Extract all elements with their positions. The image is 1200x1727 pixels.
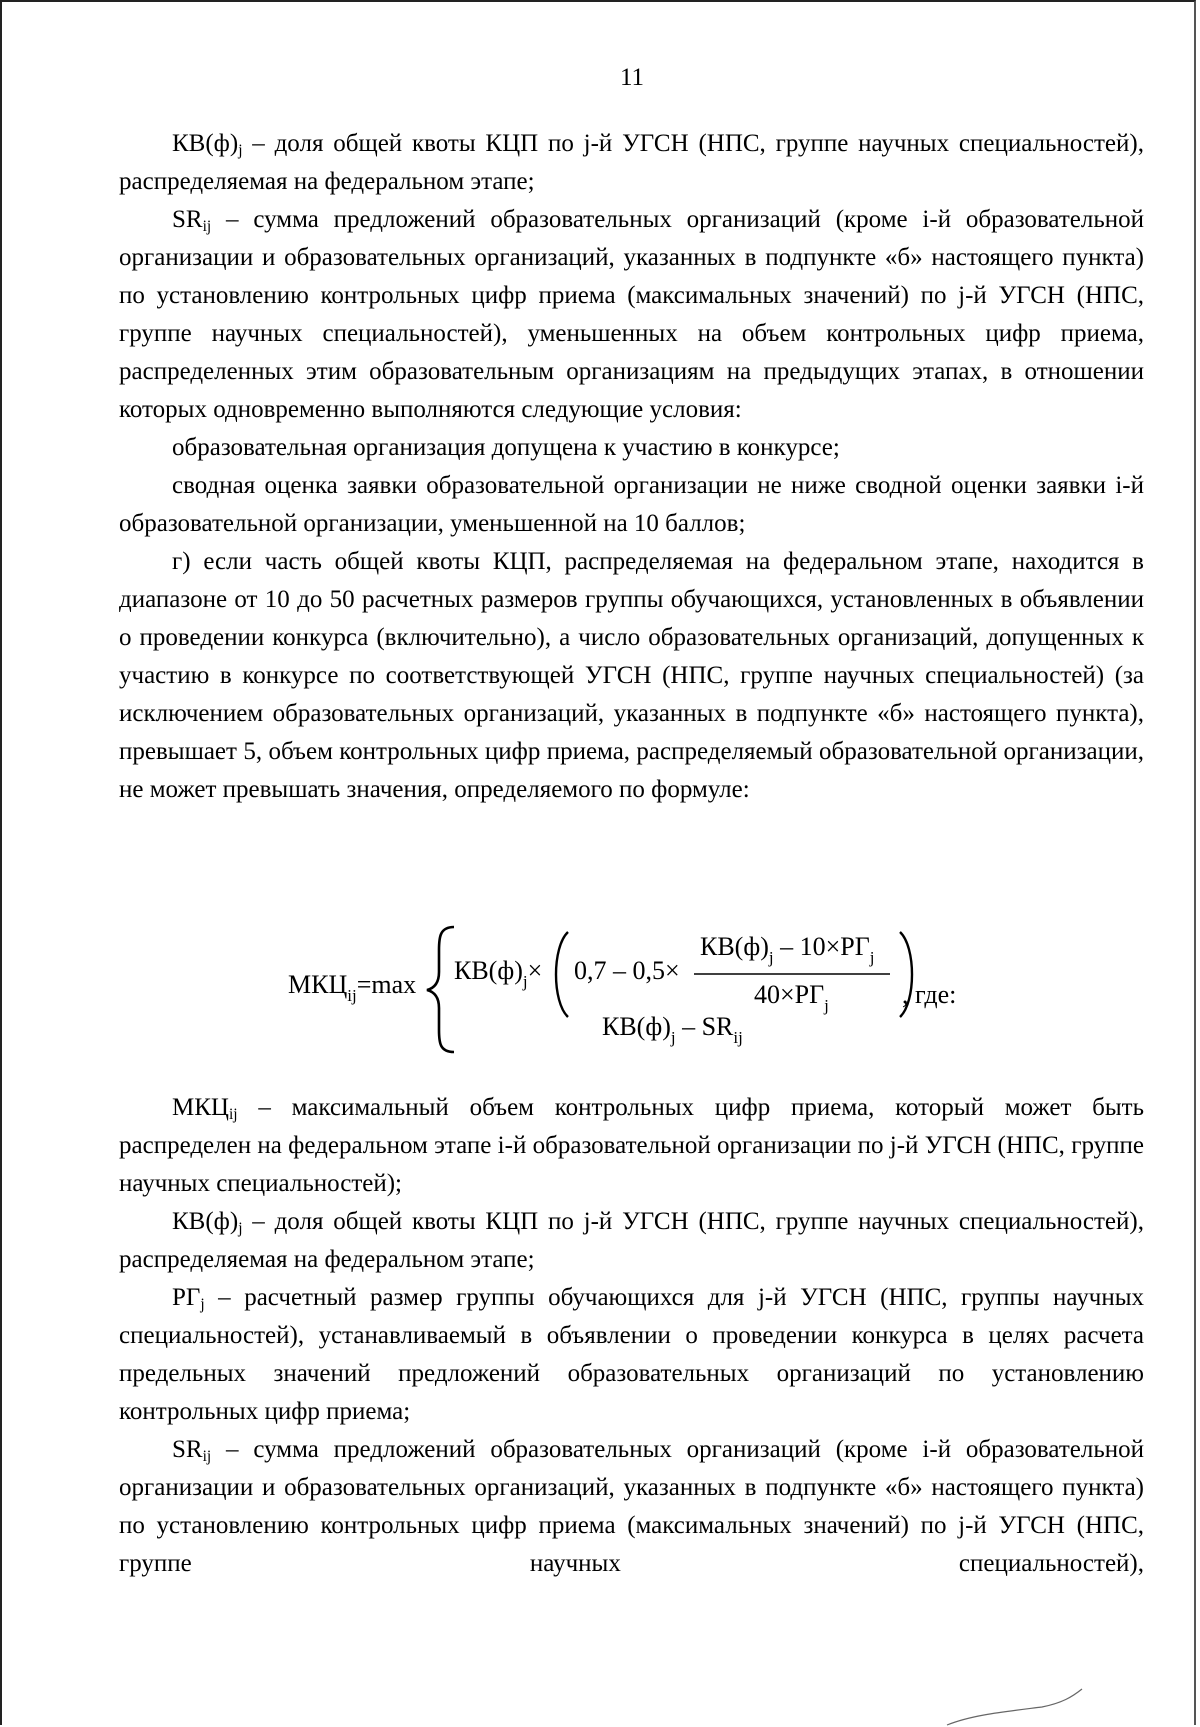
scan-artifact-mark [942,1687,1142,1727]
formula-max-label: =max [356,970,417,999]
paragraph-text: – сумма предложений образовательных организаций (кроме i-й образовательной организации и образовательных организаций, указанных в подпункте «б» настоящего пункта) по установлению контрольных цифр приема (максимальных значений) по j-й УГСН (НПС, группе научных специальностей), уменьшенных на объем контрольных цифр приема, распределенных этим образовательным организациям на предыдущих этапах, в отношении которых одновременно выполняются следующие условия: [119,206,1144,423]
paragraph-text: РГ [172,1284,201,1311]
text-block-top [119,125,1144,809]
paragraph-text: г) если часть общей квоты КЦП, распределяемая на федеральном этапе, находится в диапазоне от 10 до 50 расчетных размеров группы обучающихся, установленных в объявлении о проведении конкурса (включительно), а число образовательных организаций, допущенных к участию в конкурсе по соответствующей УГСН (НПС, группе научных специальностей) (за исключением образовательных организаций, указанных в подпункте «б» настоящего пункта), превышает 5, объем контрольных цифр приема, распределяемый образовательной организации, не может превышать значения, определяемого по формуле: [119,548,1144,803]
paragraph-text: КВ(ф) [172,1208,239,1235]
paragraph-sr-def-2 [119,1431,1144,1583]
subscript: ij [202,1448,212,1465]
formula-left-paren [556,932,568,1017]
formula-brackets [2,902,1200,1072]
formula-row2-sub-ij: ij [733,1028,743,1047]
paragraph-text: – доля общей квоты КЦП по j-й УГСН (НПС, группе научных специальностей), распределяемая на федеральном этапе; [119,130,1144,195]
paragraph-rg-def [119,1279,1144,1431]
subscript: j [238,1220,243,1237]
formula-den-sub: j [824,996,829,1015]
formula-den-text: 40×РГ [754,980,825,1009]
paragraph-kv-def-2 [119,1203,1144,1279]
paragraph-text: образовательная организация допущена к участию в конкурсе; [172,434,840,461]
paragraph-sr-def-1 [119,201,1144,429]
formula-row2-kv: КВ(ф) [602,1012,671,1041]
formula-num-kv: КВ(ф) [700,932,769,961]
formula-row2 [602,1012,743,1047]
formula-row2-sub-j: j [670,1028,676,1047]
formula-mkc [2,902,1200,1072]
paragraph-text: сводная оценка заявки образовательной организации не ниже сводной оценки заявки i-й образовательной организации, уменьшенной на 10 баллов; [119,472,1144,537]
paragraph-text: МКЦ [172,1094,229,1121]
formula-lhs-sub: ij [347,986,357,1005]
subscript: ij [228,1106,238,1123]
paragraph-text: КВ(ф) [172,130,239,157]
paragraph-condition-2 [119,467,1144,543]
paragraph-text: – максимальный объем контрольных цифр приема, который может быть распределен на федеральном этапе i-й образовательной организации по j-й УГСН (НПС, группе научных специальностей); [119,1094,1144,1197]
paragraph-text: – доля общей квоты КЦП по j-й УГСН (НПС, группе научных специальностей), распределяемая на федеральном этапе; [119,1208,1144,1273]
subscript: j [200,1296,205,1313]
formula-left-brace [427,927,454,1052]
formula-kv: КВ(ф) [454,956,523,985]
formula-lhs-text: МКЦ [288,970,348,999]
subscript: j [238,142,243,159]
formula-kv-sub: j [522,972,528,991]
page-number: 11 [619,64,645,91]
subscript: ij [202,218,212,235]
paragraph-condition-1 [119,429,1144,467]
formula-row1-kv [454,956,543,991]
formula-denominator [754,980,829,1015]
paragraph-text: – сумма предложений образовательных организаций (кроме i-й образовательной организации и образовательных организаций, указанных в подпункте «б» настоящего пункта) по установлению контрольных цифр приема (максимальных значений) по j-й УГСН (НПС, группе научных специальностей), [119,1436,1144,1577]
paragraph-mkc-def [119,1089,1144,1203]
paragraph-text: – расчетный размер группы обучающихся для j-й УГСН (НПС, группы научных специальностей), устанавливаемый в объявлении о проведении конкурса в целях расчета предельных значений предложений образовательных организаций по установлению контрольных цифр приема; [119,1284,1144,1425]
formula-row2-sr: – SR [675,1012,734,1041]
formula-suffix: , где: [902,980,957,1009]
paragraph-item-g [119,543,1144,809]
formula-numerator [700,932,875,967]
formula-times: × [527,956,543,985]
formula-num-tail: – 10×РГ [773,932,870,961]
paragraph-kv-def-1 [119,125,1144,201]
text-block-bottom [119,1089,1144,1583]
paragraph-text: SR [172,1436,203,1463]
formula-num-rg-sub: j [869,948,875,967]
paragraph-text: SR [172,206,203,233]
formula-num-kv-sub: j [768,948,774,967]
formula-coef: 0,7 – 0,5× [574,956,680,985]
